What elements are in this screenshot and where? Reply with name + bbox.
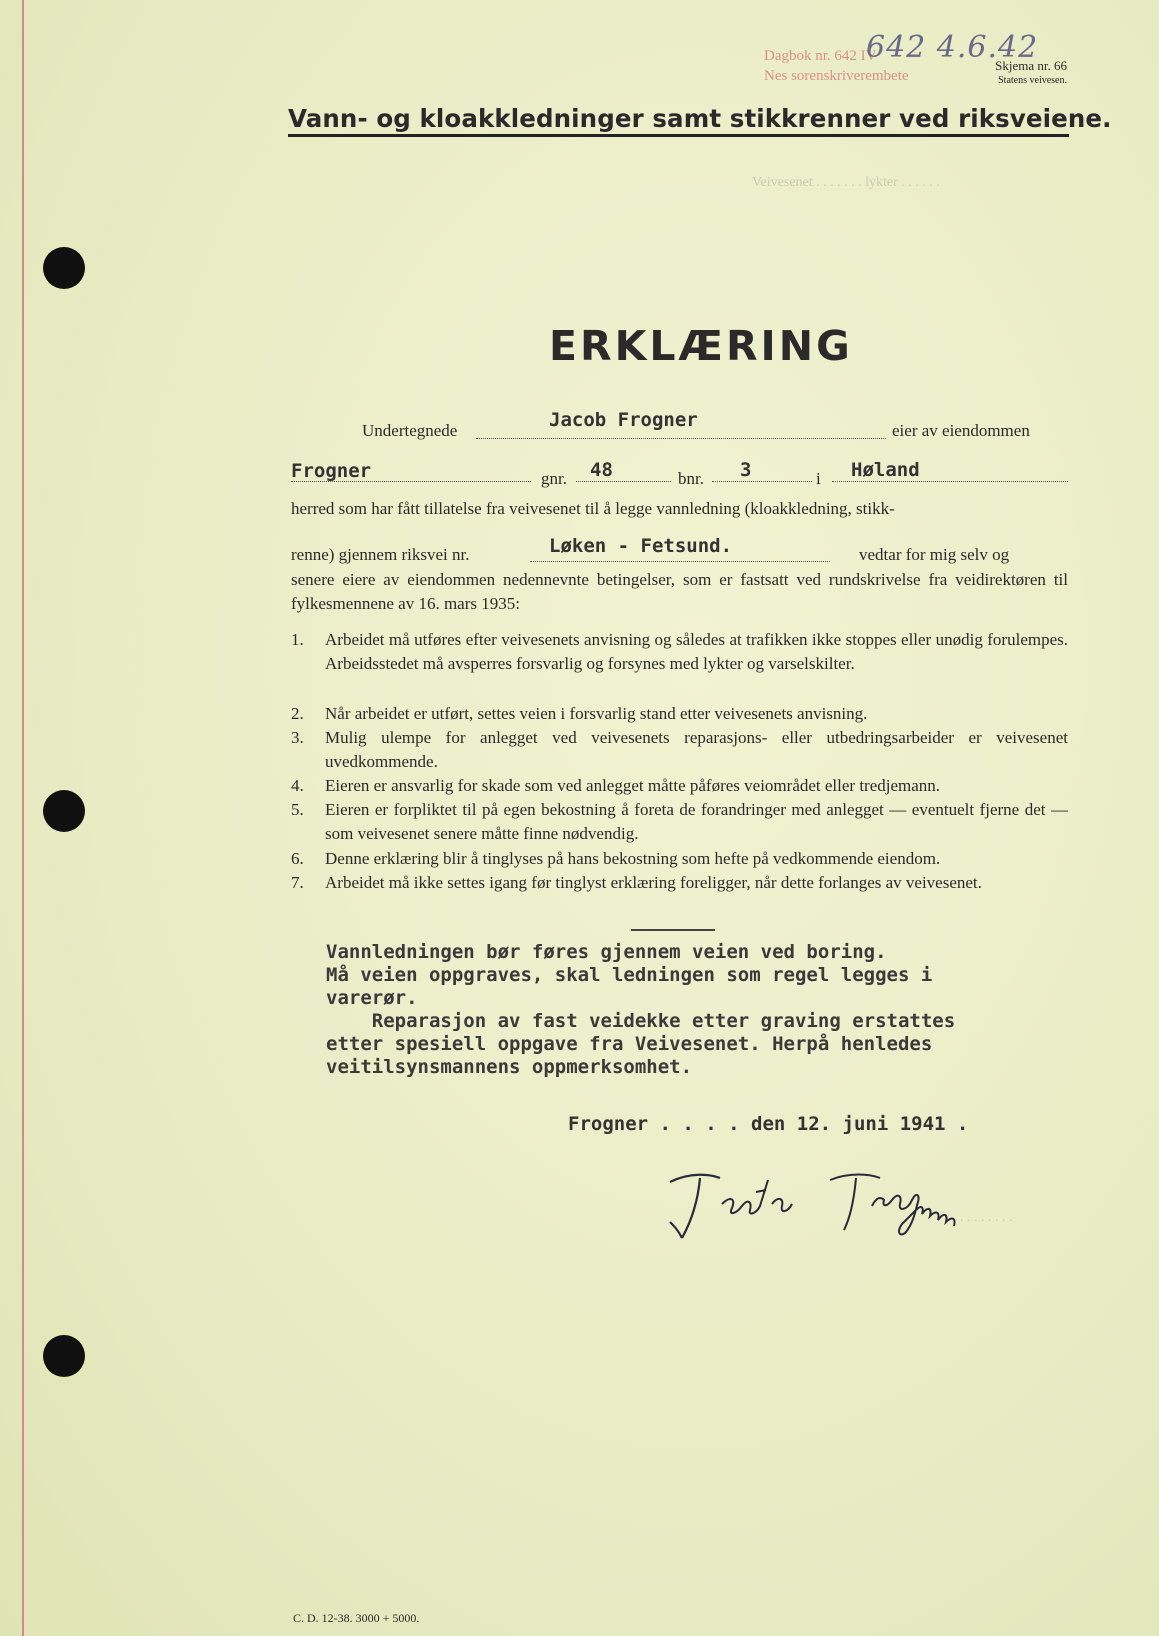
bnr-label: bnr. [678, 469, 704, 488]
punch-hole [43, 1335, 85, 1377]
show-through-text: Veivesenet . . . . . . . lykter . . . . . . [752, 175, 940, 190]
condition-text: Arbeidet må utføres efter veivesenets anvisning og således at trafikken ikke stoppes eller unødig forulempes. Arbeidsstedet må avsperres forsvarlig og forsynes med lykter og varselskilter. [325, 630, 1068, 673]
herred-value: Høland [851, 459, 920, 481]
condition-number: 5. [291, 800, 304, 819]
riksvei-label: renne) gjennem riksvei nr. [291, 545, 470, 564]
condition-number: 3. [291, 728, 304, 747]
condition-text: Når arbeidet er utført, settes veien i forsvarlig stand etter veivesenets anvisning. [325, 704, 868, 723]
intro-paragraph: senere eiere av eiendommen nedennevnte betingelser, som er fastsatt ved rundskrivelse fra veidirektøren til fylkesmennene av 16. mars 1935: [291, 570, 1068, 613]
fill-line [530, 561, 830, 562]
gnr-label: gnr. [541, 469, 567, 488]
show-through-text: . . . . . . . . [960, 1210, 1013, 1225]
form-number-line: Skjema nr. 66 [995, 58, 1067, 73]
condition-text: Eieren er forpliktet til på egen bekostning å foreta de forandringer med anlegget — eventuelt fjerne det — som veivesenet senere måtte finne nødvendig. [325, 800, 1068, 843]
condition-number: 1. [291, 630, 304, 649]
condition-text: Denne erklæring blir å tinglyses på hans bekostning som hefte på vedkommende eiendom. [325, 849, 941, 868]
condition-number: 4. [291, 776, 304, 795]
fill-line [576, 481, 671, 482]
undertegnede-value: Jacob Frogner [549, 409, 698, 431]
intro-line: herred som har fått tillatelse fra veivesenet til å legge vannledning (kloakkledning, stikk- [291, 499, 895, 518]
condition-text: Mulig ulempe for anlegget ved veivesenets reparasjons- eller utbedringsarbeider er veivesenet uvedkommende. [325, 728, 1068, 771]
condition-text: Arbeidet må ikke settes igang før tinglyst erklæring foreligger, når dette forlanges av veivesenet. [325, 873, 982, 892]
condition-text: Eieren er ansvarlig for skade som ved anlegget måtte påføres veiområdet eller tredjemann. [325, 776, 941, 795]
handwritten-signature [660, 1160, 1040, 1240]
document-title: ERKLÆRING [549, 322, 853, 370]
bnr-value: 3 [740, 459, 752, 481]
form-issuer: Statens veivesen. [998, 75, 1067, 86]
stamp-line-2: Nes sorenskriverembete [764, 68, 909, 84]
stamp-line-1: Dagbok nr. 642 IV [764, 48, 877, 64]
punch-hole [43, 247, 85, 289]
gnr-value: 48 [590, 459, 613, 481]
document-header: Vann- og kloakkledninger samt stikkrenner ved riksveiene. [288, 104, 1112, 133]
vedtar-label: vedtar for mig selv og [859, 545, 1010, 564]
header-underline [288, 134, 1069, 137]
margin-line [22, 0, 24, 1636]
form-number [955, 58, 1067, 88]
fill-line [832, 481, 1068, 482]
undertegnede-label: Undertegnede [362, 421, 458, 440]
condition-number: 2. [291, 704, 304, 723]
condition-number: 7. [291, 873, 304, 892]
riksvei-value: Løken - Fetsund. [549, 535, 733, 557]
condition-number: 6. [291, 849, 304, 868]
fill-line [291, 481, 531, 482]
typed-note: Vannledningen bør føres gjennem veien ved boring. Må veien oppgraves, skal ledningen som regel legges i varerør. Reparasjon av fast veidekke etter graving erstattes etter spesiell oppgave fra Veivesenet. Herpå henledes veitilsynsmannens oppmerksomhet. [326, 941, 956, 1078]
print-code-footer: C. D. 12-38. 3000 + 5000. [293, 1611, 420, 1625]
i-label: i [816, 469, 821, 488]
eiendom-value: Frogner [291, 460, 372, 482]
separator-rule [631, 929, 715, 931]
fill-line [712, 481, 812, 482]
fill-line [476, 438, 886, 439]
punch-hole [43, 790, 85, 832]
place-date-line: Frogner . . . . den 12. juni 1941 . [568, 1113, 969, 1135]
eier-label: eier av eiendommen [892, 421, 1030, 440]
handwritten-registry-number: 642 4.6.42 [866, 30, 1039, 65]
